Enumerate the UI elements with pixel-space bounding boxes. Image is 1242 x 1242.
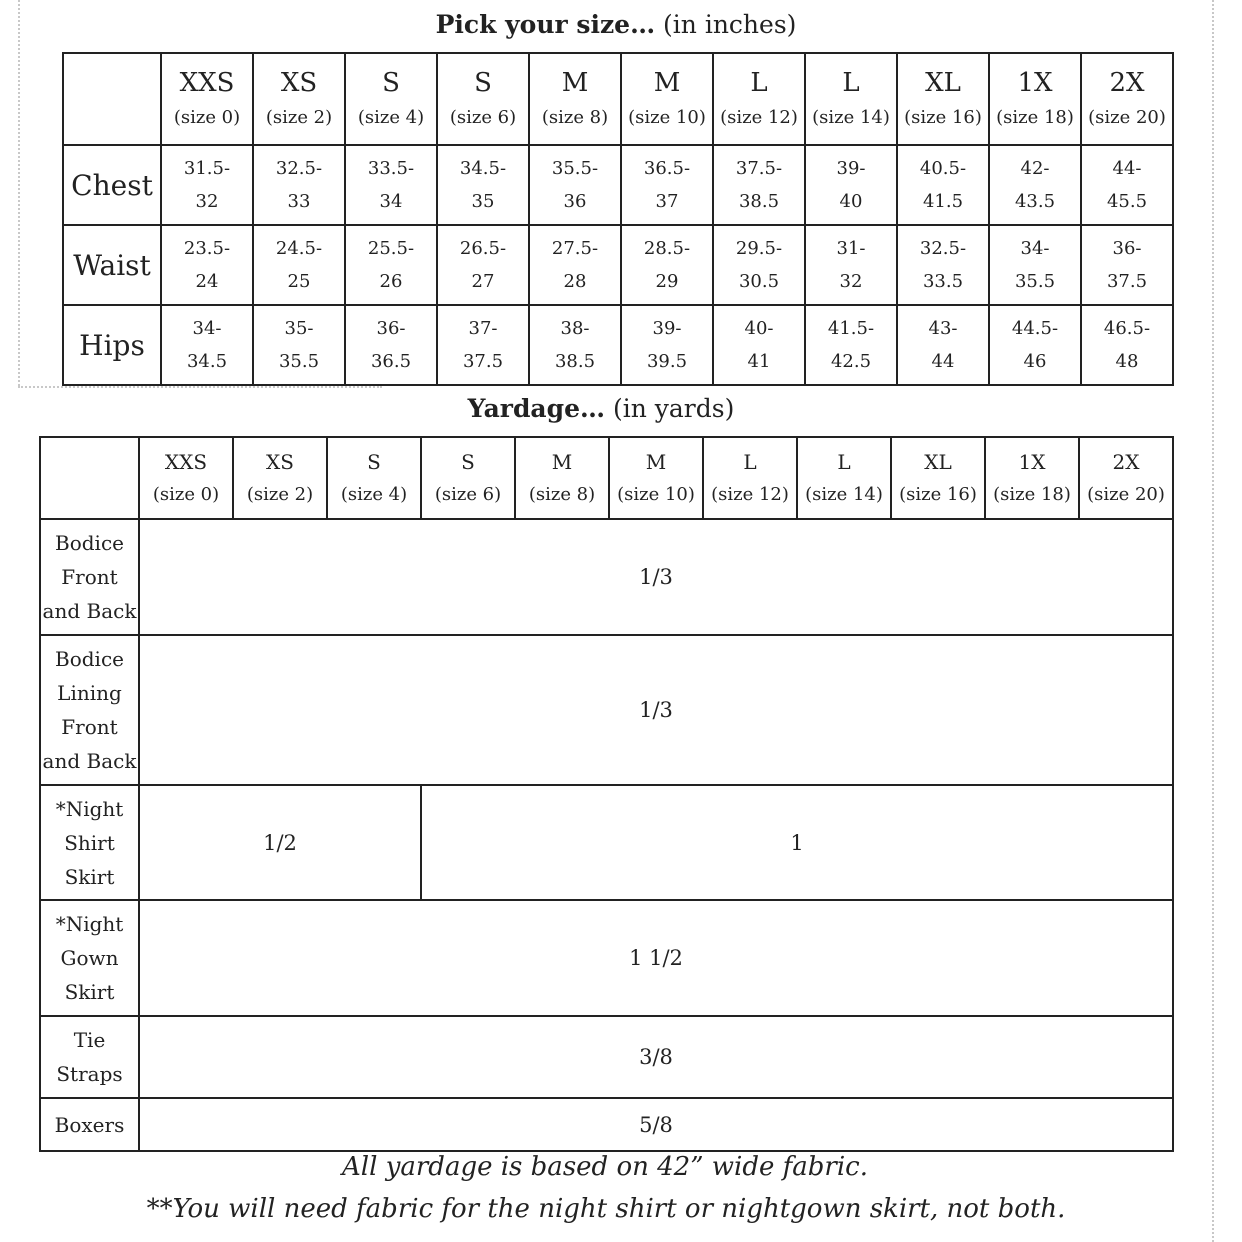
measurement-min: 36- [1112, 238, 1142, 259]
measurement-max: 45.5 [1106, 191, 1148, 212]
measurement-label: Waist [63, 225, 161, 305]
measurement-min: 36- [376, 318, 406, 339]
measurement-max: 40 [839, 191, 863, 212]
measurement-value [1081, 225, 1173, 305]
measurement-max: 33 [287, 191, 311, 212]
yardage-size-header [703, 437, 797, 519]
yardage-row-bodice-lining [40, 635, 1173, 785]
yardage-row-label: Boxers [40, 1098, 139, 1151]
measurement-max: 41 [747, 351, 771, 372]
size-number: (size 4) [340, 484, 408, 505]
measurement-min: 40.5- [919, 158, 967, 179]
size-number: (size 12) [720, 107, 798, 128]
yardage-size-header [985, 437, 1079, 519]
yardage-row-label: *Night Gown Skirt [40, 900, 139, 1016]
size-column-header [161, 53, 253, 145]
yardage-size-header [421, 437, 515, 519]
measurement-value [897, 145, 989, 225]
measurement-min: 32.5- [919, 238, 967, 259]
yardage-row-tie-straps [40, 1016, 1173, 1098]
size-number: (size 20) [1088, 107, 1166, 128]
size-number: (size 20) [1087, 484, 1165, 505]
measurement-label: Chest [63, 145, 161, 225]
size-column-header [805, 53, 897, 145]
size-number: (size 0) [173, 107, 241, 128]
measurement-min: 41.5- [827, 318, 875, 339]
yardage-row-label: Tie Straps [40, 1016, 139, 1098]
yardage-row-label: Bodice Front and Back [40, 519, 139, 635]
measurement-min: 27.5- [551, 238, 599, 259]
size-chart-table [62, 52, 1174, 386]
measurement-min: 32.5- [275, 158, 323, 179]
measurement-min: 28.5- [643, 238, 691, 259]
measurement-max: 37.5 [462, 351, 504, 372]
size-column-header [989, 53, 1081, 145]
measurement-value [989, 225, 1081, 305]
measurement-max: 38.5 [738, 191, 780, 212]
yardage-size-header [327, 437, 421, 519]
yardage-title: Yardage… (in yards) [467, 394, 735, 423]
measurement-max: 36 [563, 191, 587, 212]
measurement-min: 42- [1020, 158, 1050, 179]
measurement-max: 38.5 [554, 351, 596, 372]
size-header-corner [63, 53, 161, 145]
measurement-min: 34- [1020, 238, 1050, 259]
measurement-value [437, 225, 529, 305]
size-number: (size 16) [904, 107, 982, 128]
measurement-max: 46 [1023, 351, 1047, 372]
yardage-row-night-gown [40, 900, 1173, 1016]
size-letter: 1X [1018, 450, 1046, 474]
measurement-max: 26 [379, 271, 403, 292]
measurement-max: 48 [1115, 351, 1139, 372]
measurement-min: 34.5- [459, 158, 507, 179]
yardage-row-boxers [40, 1098, 1173, 1151]
yardage-size-header [797, 437, 891, 519]
measurement-min: 31.5- [183, 158, 231, 179]
measurement-value [713, 145, 805, 225]
size-number: (size 10) [628, 107, 706, 128]
measurement-value [253, 305, 345, 385]
measurement-value [989, 305, 1081, 385]
measurement-value [621, 305, 713, 385]
measurement-min: 44- [1112, 158, 1142, 179]
size-number: (size 18) [993, 484, 1071, 505]
measurement-value [437, 145, 529, 225]
yardage-table [39, 436, 1174, 1152]
measurement-max: 41.5 [922, 191, 964, 212]
measurement-min: 39- [836, 158, 866, 179]
size-letter: 2X [1112, 450, 1140, 474]
measurement-row [63, 305, 1173, 385]
fabric-choice-note: **You will need fabric for the night shirt or nightgown skirt, not both. [146, 1194, 1066, 1224]
size-column-header [529, 53, 621, 145]
measurement-value [621, 145, 713, 225]
size-letter: XL [925, 68, 961, 98]
measurement-max: 35 [471, 191, 495, 212]
size-letter: 2X [1109, 68, 1145, 98]
measurement-value [713, 225, 805, 305]
size-letter: S [461, 450, 475, 474]
size-letter: XXS [164, 450, 208, 474]
size-letter: 1X [1017, 68, 1053, 98]
size-letter: L [750, 68, 768, 98]
measurement-max: 36.5 [370, 351, 412, 372]
size-number: (size 14) [812, 107, 890, 128]
measurement-min: 36.5- [643, 158, 691, 179]
yardage-value: 3/8 [139, 1016, 1173, 1098]
measurement-value [897, 225, 989, 305]
measurement-max: 32 [839, 271, 863, 292]
measurement-value [161, 145, 253, 225]
yardage-size-header [139, 437, 233, 519]
measurement-min: 43- [928, 318, 958, 339]
yardage-value: 1 1/2 [139, 900, 1173, 1016]
measurement-min: 29.5- [735, 238, 783, 259]
size-chart-title: Pick your size… (in inches) [435, 10, 797, 39]
measurement-min: 35- [284, 318, 314, 339]
measurement-min: 33.5- [367, 158, 415, 179]
measurement-value [989, 145, 1081, 225]
yardage-row-label: *Night Shirt Skirt [40, 785, 139, 900]
yardage-size-header [1079, 437, 1173, 519]
size-column-header [713, 53, 805, 145]
measurement-max: 35.5 [278, 351, 320, 372]
measurement-value [529, 225, 621, 305]
measurement-max: 39.5 [646, 351, 688, 372]
measurement-min: 44.5- [1011, 318, 1059, 339]
size-letter: XS [266, 450, 294, 474]
size-column-header [897, 53, 989, 145]
measurement-min: 46.5- [1103, 318, 1151, 339]
size-number: (size 0) [152, 484, 220, 505]
size-header-row [63, 53, 1173, 145]
measurement-min: 35.5- [551, 158, 599, 179]
yardage-size-header [233, 437, 327, 519]
size-column-header [437, 53, 529, 145]
size-number: (size 4) [357, 107, 425, 128]
measurement-min: 24.5- [275, 238, 323, 259]
size-letter: S [367, 450, 381, 474]
measurement-value [621, 225, 713, 305]
measurement-row [63, 225, 1173, 305]
size-letter: XS [280, 68, 318, 98]
size-letter: XXS [179, 68, 235, 98]
dotted-border-top [18, 386, 382, 388]
yardage-value: 1/3 [139, 519, 1173, 635]
measurement-max: 34 [379, 191, 403, 212]
measurement-value [345, 305, 437, 385]
measurement-max: 44 [931, 351, 955, 372]
measurement-max: 35.5 [1014, 271, 1056, 292]
measurement-min: 37- [468, 318, 498, 339]
size-number: (size 12) [711, 484, 789, 505]
measurement-value [1081, 305, 1173, 385]
measurement-value [253, 145, 345, 225]
measurement-min: 34- [192, 318, 222, 339]
size-letter: M [561, 68, 589, 98]
measurement-row [63, 145, 1173, 225]
size-column-header [621, 53, 713, 145]
size-letter: M [645, 450, 667, 474]
measurement-max: 27 [471, 271, 495, 292]
measurement-value [529, 305, 621, 385]
size-number: (size 16) [899, 484, 977, 505]
measurement-max: 29 [655, 271, 679, 292]
measurement-min: 26.5- [459, 238, 507, 259]
size-number: (size 14) [805, 484, 883, 505]
measurement-min: 23.5- [183, 238, 231, 259]
yardage-row-label: Bodice Lining Front and Back [40, 635, 139, 785]
measurement-max: 25 [287, 271, 311, 292]
size-number: (size 6) [449, 107, 517, 128]
size-letter: L [837, 450, 851, 474]
measurement-min: 37.5- [735, 158, 783, 179]
measurement-value [897, 305, 989, 385]
size-column-header [253, 53, 345, 145]
yardage-size-header [891, 437, 985, 519]
yardage-header-corner [40, 437, 139, 519]
dotted-border-left [18, 0, 20, 386]
dotted-border-right [1212, 0, 1214, 1242]
measurement-min: 31- [836, 238, 866, 259]
measurement-min: 38- [560, 318, 590, 339]
measurement-value [161, 305, 253, 385]
size-number: (size 18) [996, 107, 1074, 128]
measurement-min: 39- [652, 318, 682, 339]
measurement-max: 37 [655, 191, 679, 212]
measurement-label: Hips [63, 305, 161, 385]
yardage-row-bodice [40, 519, 1173, 635]
measurement-max: 33.5 [922, 271, 964, 292]
measurement-value [805, 225, 897, 305]
yardage-value-small-sizes: 1/2 [139, 785, 421, 900]
measurement-value [345, 225, 437, 305]
yardage-value: 5/8 [139, 1098, 1173, 1151]
measurement-max: 28 [563, 271, 587, 292]
measurement-max: 43.5 [1014, 191, 1056, 212]
yardage-size-header [515, 437, 609, 519]
yardage-value-large-sizes: 1 [421, 785, 1173, 900]
size-column-header [1081, 53, 1173, 145]
size-number: (size 8) [541, 107, 609, 128]
measurement-value [805, 305, 897, 385]
size-number: (size 6) [434, 484, 502, 505]
fabric-width-note: All yardage is based on 42” wide fabric. [342, 1152, 868, 1182]
measurement-min: 40- [744, 318, 774, 339]
yardage-header-row [40, 437, 1173, 519]
measurement-max: 30.5 [738, 271, 780, 292]
measurement-max: 34.5 [186, 351, 228, 372]
size-letter: M [653, 68, 681, 98]
measurement-max: 32 [195, 191, 219, 212]
measurement-value [437, 305, 529, 385]
yardage-value: 1/3 [139, 635, 1173, 785]
size-letter: S [382, 68, 400, 98]
measurement-value [805, 145, 897, 225]
size-letter: L [842, 68, 860, 98]
size-letter: S [474, 68, 492, 98]
size-letter: M [551, 450, 573, 474]
size-column-header [345, 53, 437, 145]
size-number: (size 8) [528, 484, 596, 505]
measurement-max: 37.5 [1106, 271, 1148, 292]
measurement-value [345, 145, 437, 225]
measurement-value [161, 225, 253, 305]
measurement-value [529, 145, 621, 225]
measurement-value [713, 305, 805, 385]
size-number: (size 2) [246, 484, 314, 505]
size-number: (size 2) [265, 107, 333, 128]
measurement-min: 25.5- [367, 238, 415, 259]
measurement-max: 42.5 [830, 351, 872, 372]
yardage-size-header [609, 437, 703, 519]
measurement-value [253, 225, 345, 305]
size-number: (size 10) [617, 484, 695, 505]
yardage-row-night-shirt [40, 785, 1173, 900]
size-letter: XL [924, 450, 952, 474]
size-letter: L [743, 450, 757, 474]
measurement-max: 24 [195, 271, 219, 292]
measurement-value [1081, 145, 1173, 225]
